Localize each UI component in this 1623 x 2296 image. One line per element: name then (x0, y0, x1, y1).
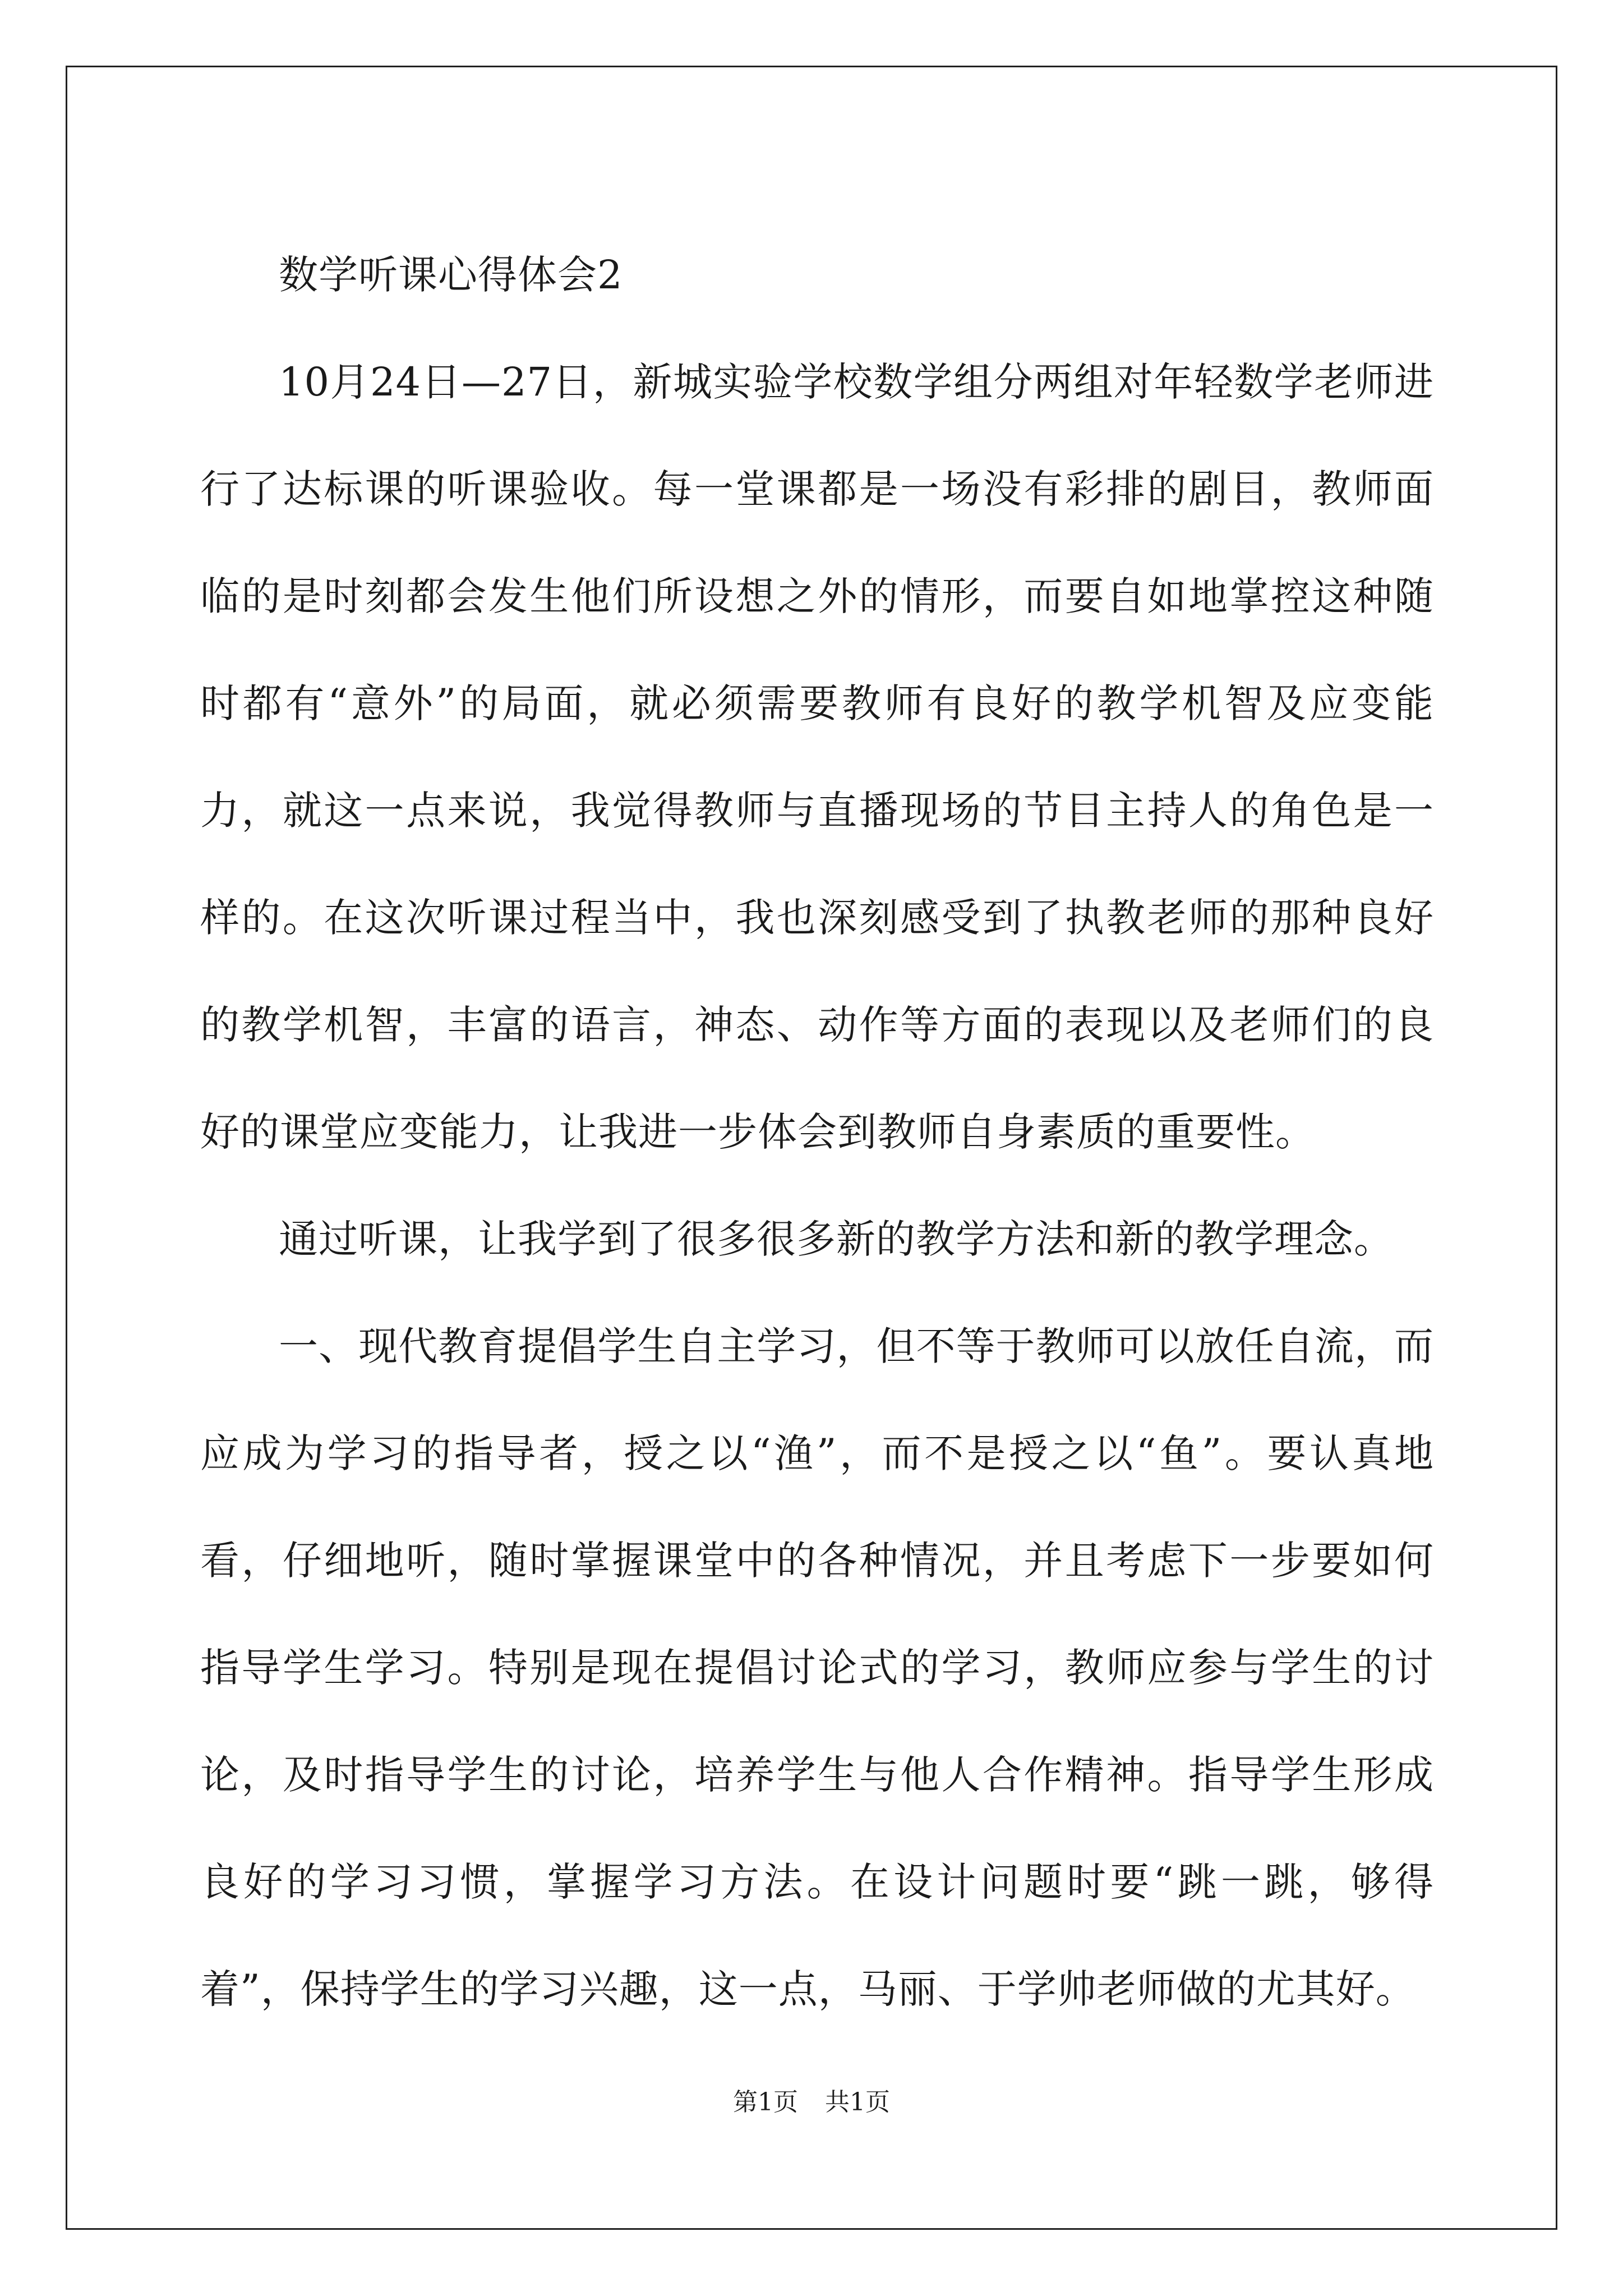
page-footer (0, 2086, 1623, 2119)
paragraph-1: 10月24日—27日，新城实验学校数学组分两组对年轻数学老师进行了达标课的听课验收。每一堂课都是一场没有彩排的剧目，教师面临的是时刻都会发生他们所设想之外的情形，而要自如地掌控这种随时都有“意外”的局面，就必须需要教师有良好的教学机智及应变能力，就这一点来说，我觉得教师与直播现场的节目主持人的角色是一样的。在这次听课过程当中，我也深刻感受到了执教老师的那种良好的教学机智，丰富的语言，神态、动作等方面的表现以及老师们的良好的课堂应变能力，让我进一步体会到教师自身素质的重要性。 (200, 359, 1434, 1155)
document-title: 数学听课心得体会2 (279, 252, 623, 298)
paragraph-2: 通过听课，让我学到了很多很多新的教学方法和新的教学理念。 (279, 1216, 1394, 1262)
paragraph-3: 一、现代教育提倡学生自主学习，但不等于教师可以放任自流，而应成为学习的指导者，授之以“渔”，而不是授之以“鱼”。要认真地看，仔细地听，随时掌握课堂中的各种情况，并且考虑下一步要如何指导学生学习。特别是现在提倡讨论式的学习，教师应参与学生的讨论，及时指导学生的讨论，培养学生与他人合作精神。指导学生形成良好的学习习惯，掌握学习方法。在设计问题时要“跳一跳，够得着”，保持学生的学习兴趣，这一点，马丽、于学帅老师做的尤其好。 (200, 1323, 1434, 2012)
page-number: 第1页 (733, 2088, 798, 2116)
document-body (200, 222, 1434, 2043)
page-total: 共1页 (825, 2088, 890, 2116)
